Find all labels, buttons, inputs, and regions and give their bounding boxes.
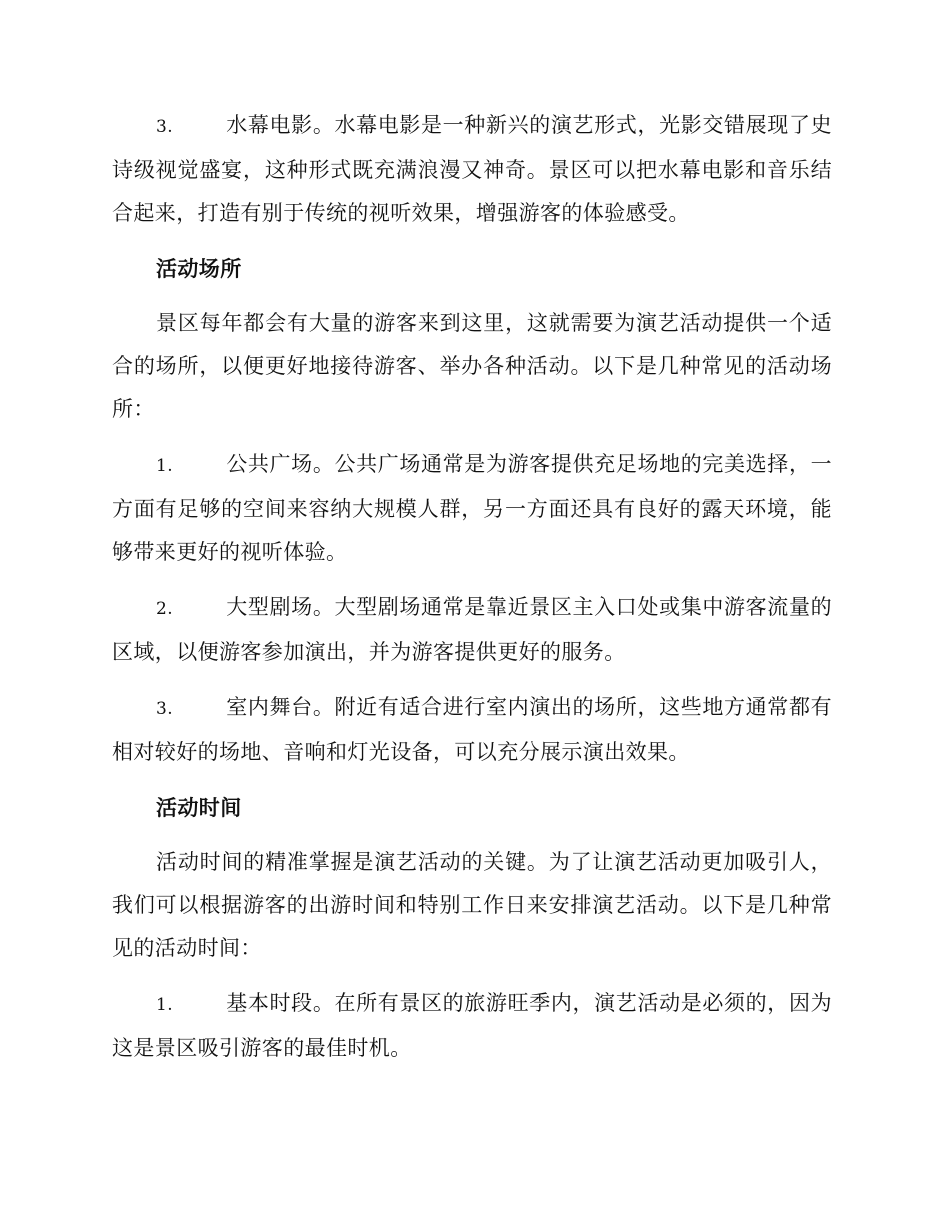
list-text: 水幕电影。水幕电影是一种新兴的演艺形式，光影交错展现了史诗级视觉盛宴，这种形式既充满浪漫又神奇。景区可以把水幕电影和音乐结合起来，打造有别于传统的视听效果，增强游客的体验感受。 [112,113,832,225]
list-number: 1. [156,995,174,1015]
list-number: 3. [156,117,174,137]
list-number: 1. [156,456,174,476]
list-text: 大型剧场。大型剧场通常是靠近景区主入口处或集中游客流量的区域，以便游客参加演出，并为游客提供更好的服务。 [112,595,832,664]
list-text: 基本时段。在所有景区的旅游旺季内，演艺活动是必须的，因为这是景区吸引游客的最佳时机。 [112,991,832,1060]
list-number: 2. [156,599,174,619]
section-heading-time: 活动时间 [156,795,242,820]
paragraph-venue-intro: 景区每年都会有大量的游客来到这里，这就需要为演艺活动提供一个适合的场所，以便更好地接待游客、举办各种活动。以下是几种常见的活动场所： [112,311,832,421]
section-heading-venue: 活动场所 [156,256,242,281]
paragraph-time-intro: 活动时间的精准掌握是演艺活动的关键。为了让演艺活动更加吸引人，我们可以根据游客的出游时间和特别工作日来安排演艺活动。以下是几种常见的活动时间： [112,850,832,960]
list-number: 3. [156,699,174,719]
list-text: 公共广场。公共广场通常是为游客提供充足场地的完美选择，一方面有足够的空间来容纳大规模人群，另一方面还具有良好的露天环境，能够带来更好的视听体验。 [112,452,832,564]
list-item-basic-period [112,982,832,1070]
list-text: 室内舞台。附近有适合进行室内演出的场所，这些地方通常都有相对较好的场地、音响和灯光设备，可以充分展示演出效果。 [112,695,832,764]
list-item-public-square [112,443,832,574]
list-item-water-curtain [112,104,832,235]
list-item-indoor-stage [112,686,832,774]
list-item-large-theater [112,586,832,674]
